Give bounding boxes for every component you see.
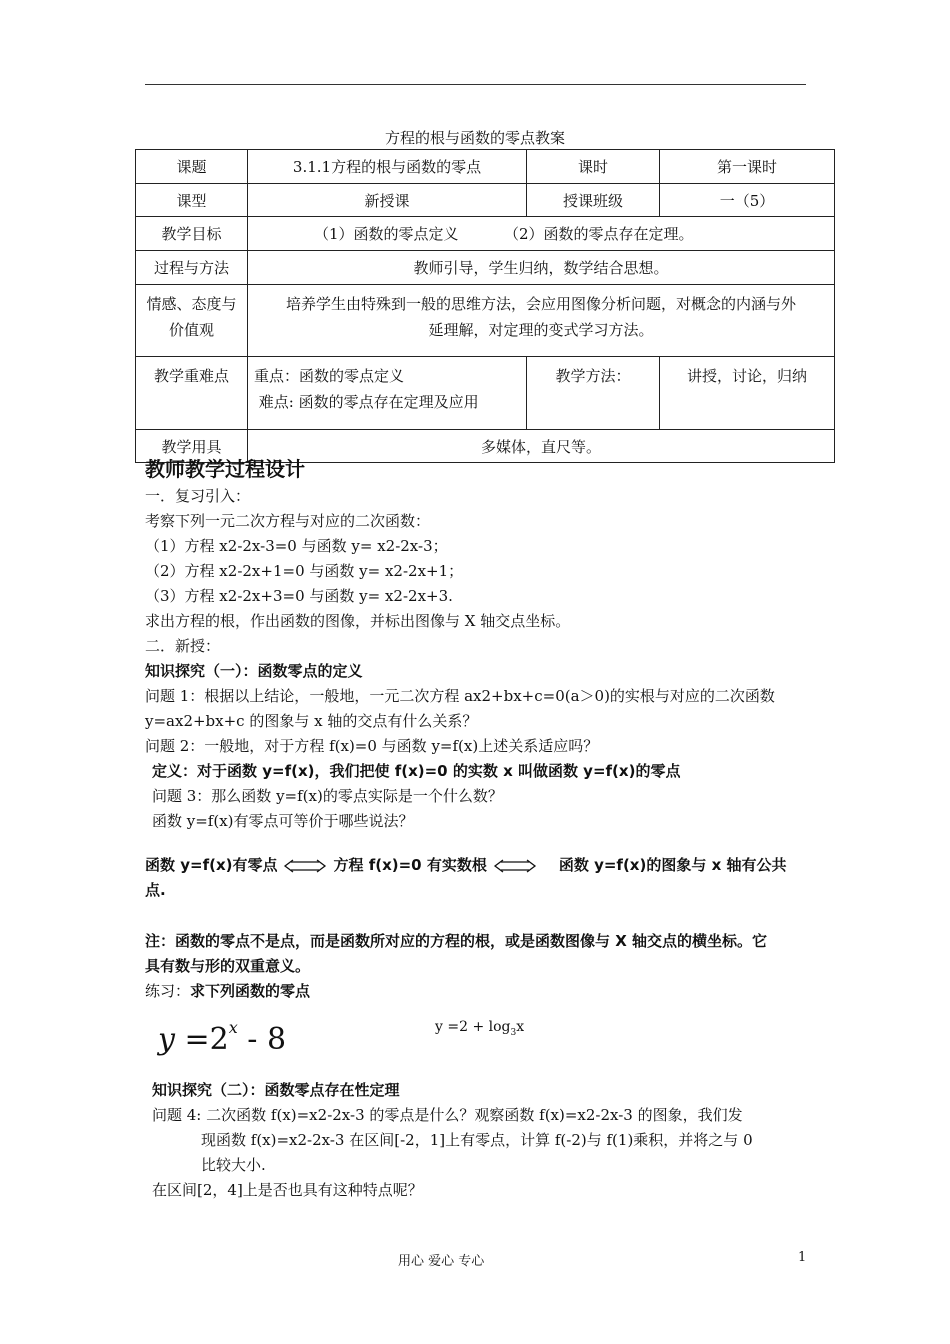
part1-heading: 一．复习引入：	[145, 487, 251, 505]
cell-label-goals: 教学目标	[136, 217, 248, 251]
section-heading: 教师教学过程设计	[145, 457, 305, 481]
goal-1: （1）函数的零点定义	[314, 225, 459, 243]
question-2: 问题 2：一般地，对于方程 f(x)=0 与函数 y=f(x)上述关系适应吗？	[145, 737, 599, 755]
equiv-root: 方程 f(x)=0 有实数根	[333, 856, 487, 874]
cell-class: 一（5）	[660, 184, 835, 217]
equivalence-statement	[145, 853, 786, 903]
table-row	[136, 150, 835, 184]
cell-label-tools: 教学用具	[136, 430, 248, 463]
formula-var: y	[158, 1022, 175, 1057]
question-4-line2: 现函数 f(x)=x2-2x-3 在区间[-2，1]上有零点，计算 f(-2)与 f(1)乘积，并将之与 0	[201, 1131, 753, 1149]
formula-log-base: 3	[510, 1027, 517, 1038]
cell-values	[248, 285, 835, 357]
part1-task: 求出方程的根，作出函数的图像，并标出图像与 X 轴交点坐标。	[145, 612, 571, 630]
double-arrow-icon	[493, 859, 537, 873]
question-1-line2: y=ax2+bx+c 的图象与 x 轴的交点有什么关系？	[145, 712, 478, 730]
question-3b: 函数 y=f(x)有零点可等价于哪些说法？	[152, 812, 414, 830]
document-title: 方程的根与函数的零点教案	[384, 129, 565, 147]
cell-label-topic: 课题	[136, 150, 248, 184]
table-row	[136, 217, 835, 251]
definition: 定义：对于函数 y=f(x)，我们把使 f(x)=0 的实数 x 叫做函数 y=f(x)的零点	[152, 762, 681, 780]
cell-topic: 3.1.1方程的根与函数的零点	[248, 150, 527, 184]
formula-exponent: x	[228, 1018, 238, 1037]
value-line: 延理解，对定理的变式学习方法。	[428, 321, 654, 339]
table-row	[136, 285, 835, 357]
page-number: 1	[798, 1250, 807, 1265]
footer-motto: 用心 爱心 专心	[398, 1254, 485, 1269]
double-arrow-icon	[283, 859, 327, 873]
formula-log	[435, 1019, 524, 1038]
formula-rest: - 8	[237, 1022, 287, 1057]
lesson-info-table	[135, 149, 835, 463]
note-line1: 注：函数的零点不是点，而是函数所对应的方程的根，或是函数图像与 X 轴交点的横坐标。它	[145, 932, 768, 950]
note-line2: 具有数与形的双重意义。	[145, 957, 311, 975]
key-point: 重点：函数的零点定义	[254, 367, 405, 385]
table-row	[136, 357, 835, 430]
part2-heading: 二．新授：	[145, 637, 221, 655]
part1-intro: 考察下列一元二次方程与对应的二次函数：	[145, 512, 431, 530]
cell-keypoints	[248, 357, 527, 430]
part1	[145, 484, 775, 834]
equation-1: （1）方程 x2-2x-3=0 与函数 y= x2-2x-3；	[145, 537, 448, 555]
practice-text: 求下列函数的零点	[190, 982, 311, 1000]
cell-type: 新授课	[248, 184, 527, 217]
explore-2	[152, 1078, 822, 1203]
cell-label-method: 教学方法：	[527, 357, 660, 430]
question-4-line1: 问题 4: 二次函数 f(x)=x2-2x-3 的零点是什么？观察函数 f(x)=x2-2x-3 的图象，我们发	[152, 1106, 743, 1124]
formula-log-main: y =2 + log	[435, 1019, 511, 1035]
difficult-point: 难点: 函数的零点存在定理及应用	[258, 393, 479, 411]
question-3: 问题 3：那么函数 y=f(x)的零点实际是一个什么数？	[152, 787, 503, 805]
formula-log-arg: x	[516, 1019, 525, 1035]
cell-method: 讲授，讨论，归纳	[660, 357, 835, 430]
goal-2: （2）函数的零点存在定理。	[504, 225, 694, 243]
cell-label-type: 课型	[136, 184, 248, 217]
cell-tools: 多媒体，直尺等。	[248, 430, 835, 463]
cell-process: 教师引导，学生归纳，数学结合思想。	[248, 251, 835, 285]
equiv-graph: 函数 y=f(x)的图象与 x 轴有公共	[558, 856, 787, 874]
explore-1-heading: 知识探究（一）：函数零点的定义	[145, 662, 363, 680]
equiv-graph-end: 点.	[145, 881, 166, 899]
label-line: 价值观	[168, 321, 214, 339]
equiv-zero: 函数 y=f(x)有零点	[145, 856, 278, 874]
cell-label-keypoints: 教学重难点	[136, 357, 248, 430]
value-line: 培养学生由特殊到一般的思维方法，会应用图像分析问题，对概念的内涵与外	[285, 295, 796, 313]
cell-label-period: 课时	[527, 150, 660, 184]
label-line: 情感、态度与	[146, 295, 237, 313]
note	[145, 929, 767, 1004]
question-4b: 在区间[2，4]上是否也具有这种特点呢？	[152, 1181, 423, 1199]
table-row	[136, 184, 835, 217]
cell-label-values	[136, 285, 248, 357]
formula-exponential	[158, 1018, 286, 1057]
formula-base: =2	[184, 1022, 229, 1057]
equation-2: （2）方程 x2-2x+1=0 与函数 y= x2-2x+1；	[145, 562, 464, 580]
header-rule	[145, 84, 806, 85]
question-4-line3: 比较大小.	[201, 1156, 266, 1174]
practice-prefix: 练习：	[145, 982, 191, 1000]
table-row	[136, 251, 835, 285]
cell-label-class: 授课班级	[527, 184, 660, 217]
equation-3: （3）方程 x2-2x+3=0 与函数 y= x2-2x+3.	[145, 587, 453, 605]
explore-2-heading: 知识探究（二）：函数零点存在性定理	[152, 1081, 400, 1099]
cell-label-process: 过程与方法	[136, 251, 248, 285]
cell-goals	[248, 217, 835, 251]
question-1-line1: 问题 1：根据以上结论，一般地，一元二次方程 ax2+bx+c=0(a＞0)的实根与对应的二次函数	[145, 687, 775, 705]
cell-period: 第一课时	[660, 150, 835, 184]
